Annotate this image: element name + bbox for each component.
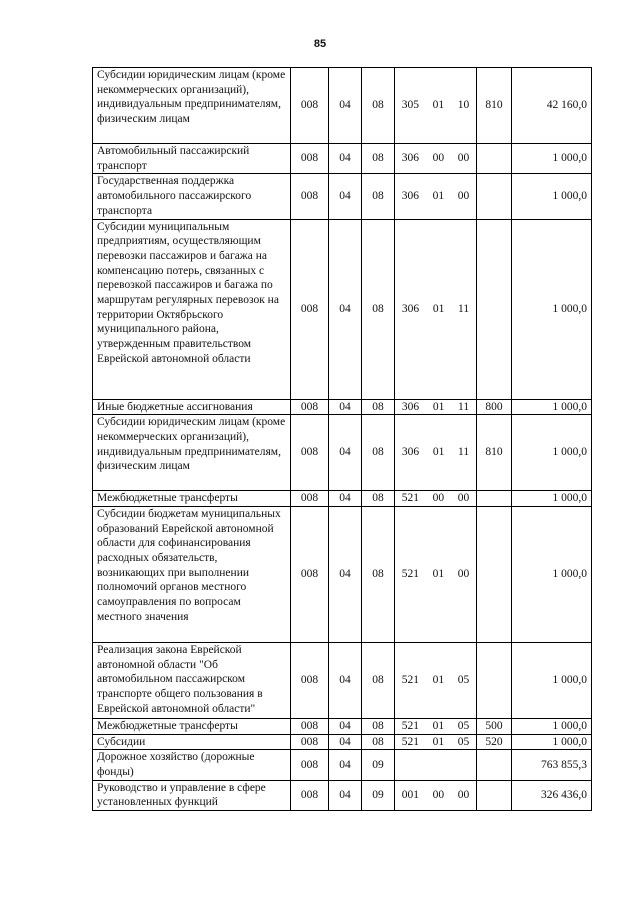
- ministry-code: 008: [291, 219, 329, 399]
- subsection-code: 08: [362, 734, 395, 750]
- subprogram-code: 00: [432, 789, 445, 802]
- target-article-code: [395, 399, 477, 415]
- expense-type-code: 810: [477, 68, 512, 144]
- section-code: 04: [329, 399, 362, 415]
- row-name: Субсидии бюджетам муниципальных образований Еврейской автономной области для софинансирования расходных обязательств, возникающих при выполнении полномочий органов местного самоуправления по вопросам местного значения: [93, 506, 291, 642]
- expense-type-code: [477, 144, 512, 174]
- program-code: 305: [401, 99, 420, 112]
- ministry-code: 008: [291, 399, 329, 415]
- ministry-code: 008: [291, 780, 329, 810]
- amount: 1 000,0: [512, 399, 592, 415]
- amount: 326 436,0: [512, 780, 592, 810]
- program-code: 306: [401, 446, 420, 459]
- expense-type-code: [477, 780, 512, 810]
- program-code: 306: [401, 190, 420, 203]
- target-article-code: [395, 734, 477, 750]
- amount: 1 000,0: [512, 506, 592, 642]
- section-code: 04: [329, 734, 362, 750]
- ministry-code: 008: [291, 642, 329, 718]
- ministry-code: 008: [291, 491, 329, 507]
- target-article-code: [395, 642, 477, 718]
- section-code: 04: [329, 780, 362, 810]
- table-row: [93, 68, 592, 144]
- subprogram-code: 01: [432, 719, 445, 732]
- program-code: 306: [401, 302, 420, 315]
- direction-code: 00: [457, 190, 470, 203]
- row-name: Автомобильный пассажирский транспорт: [93, 144, 291, 174]
- target-article-code: [395, 174, 477, 219]
- subprogram-code: 01: [432, 99, 445, 112]
- subsection-code: 09: [362, 750, 395, 780]
- section-code: 04: [329, 174, 362, 219]
- direction-code: 00: [457, 152, 470, 165]
- subprogram-code: 01: [432, 400, 445, 413]
- subsection-code: 08: [362, 399, 395, 415]
- row-name: Межбюджетные трансферты: [93, 718, 291, 734]
- ministry-code: 008: [291, 718, 329, 734]
- program-code: 521: [401, 674, 420, 687]
- subsection-code: 08: [362, 718, 395, 734]
- row-name: Государственная поддержка автомобильного пассажирского транспорта: [93, 174, 291, 219]
- program-code: 306: [401, 400, 420, 413]
- table-row: [93, 144, 592, 174]
- table-row: [93, 750, 592, 780]
- subprogram-code: 01: [432, 190, 445, 203]
- subsection-code: 09: [362, 780, 395, 810]
- amount: 42 160,0: [512, 68, 592, 144]
- row-name: Субсидии муниципальным предприятиям, осуществляющим перевозки пассажиров и багажа на компенсацию потерь, связанных с перевозкой пассажиров и багажа по маршрутам регулярных перевозок на территории Октябрьского муниципального района, утвержденным правительством Еврейской автономной области: [93, 219, 291, 399]
- subsection-code: 08: [362, 506, 395, 642]
- direction-code: 05: [457, 735, 470, 748]
- amount: 1 000,0: [512, 734, 592, 750]
- row-name: Реализация закона Еврейской автономной области "Об автомобильном пассажирском транспорте общего пользования в Еврейской автономной области": [93, 642, 291, 718]
- section-code: 04: [329, 68, 362, 144]
- row-name: Межбюджетные трансферты: [93, 491, 291, 507]
- row-name: Иные бюджетные ассигнования: [93, 399, 291, 415]
- program-code: 521: [401, 568, 420, 581]
- target-article-code: [395, 780, 477, 810]
- table-row: [93, 506, 592, 642]
- program-code: 521: [401, 735, 420, 748]
- subprogram-code: 01: [432, 568, 445, 581]
- expense-type-code: [477, 750, 512, 780]
- direction-code: 11: [458, 302, 470, 315]
- section-code: 04: [329, 718, 362, 734]
- expense-type-code: [477, 642, 512, 718]
- program-code: 001: [401, 789, 420, 802]
- ministry-code: 008: [291, 734, 329, 750]
- target-article-code: [395, 219, 477, 399]
- table-row: [93, 718, 592, 734]
- expense-type-code: 800: [477, 399, 512, 415]
- amount: 1 000,0: [512, 219, 592, 399]
- amount: 1 000,0: [512, 174, 592, 219]
- section-code: 04: [329, 750, 362, 780]
- ministry-code: 008: [291, 506, 329, 642]
- target-article-code: [395, 750, 477, 780]
- subsection-code: 08: [362, 642, 395, 718]
- subsection-code: 08: [362, 174, 395, 219]
- ministry-code: 008: [291, 415, 329, 491]
- row-name: Руководство и управление в сфере установленных функций: [93, 780, 291, 810]
- expense-type-code: [477, 491, 512, 507]
- amount: 1 000,0: [512, 144, 592, 174]
- target-article-code: [395, 415, 477, 491]
- row-name: Субсидии юридическим лицам (кроме некоммерческих организаций), индивидуальным предпринимателям, физическим лицам: [93, 68, 291, 144]
- section-code: 04: [329, 144, 362, 174]
- ministry-code: 008: [291, 144, 329, 174]
- row-name: Дорожное хозяйство (дорожные фонды): [93, 750, 291, 780]
- section-code: 04: [329, 491, 362, 507]
- amount: 1 000,0: [512, 415, 592, 491]
- row-name: Субсидии юридическим лицам (кроме некоммерческих организаций), индивидуальным предпринимателям, физическим лицам: [93, 415, 291, 491]
- budget-table: [92, 67, 592, 811]
- amount: 1 000,0: [512, 718, 592, 734]
- direction-code: 05: [457, 719, 470, 732]
- expense-type-code: [477, 506, 512, 642]
- direction-code: 05: [457, 674, 470, 687]
- subprogram-code: 01: [432, 735, 445, 748]
- expense-type-code: [477, 174, 512, 219]
- subprogram-code: 00: [432, 152, 445, 165]
- expense-type-code: [477, 219, 512, 399]
- program-code: 306: [401, 152, 420, 165]
- target-article-code: [395, 68, 477, 144]
- section-code: 04: [329, 506, 362, 642]
- direction-code: 11: [458, 446, 470, 459]
- section-code: 04: [329, 415, 362, 491]
- expense-type-code: 520: [477, 734, 512, 750]
- expense-type-code: 500: [477, 718, 512, 734]
- amount: 763 855,3: [512, 750, 592, 780]
- subsection-code: 08: [362, 491, 395, 507]
- table-row: [93, 642, 592, 718]
- subprogram-code: 00: [432, 492, 445, 505]
- subsection-code: 08: [362, 415, 395, 491]
- page-number: 85: [313, 38, 327, 50]
- target-article-code: [395, 144, 477, 174]
- section-code: 04: [329, 219, 362, 399]
- target-article-code: [395, 491, 477, 507]
- ministry-code: 008: [291, 174, 329, 219]
- table-row: [93, 415, 592, 491]
- row-name: Субсидии: [93, 734, 291, 750]
- direction-code: 00: [457, 568, 470, 581]
- direction-code: 00: [457, 789, 470, 802]
- subsection-code: 08: [362, 219, 395, 399]
- amount: 1 000,0: [512, 642, 592, 718]
- subprogram-code: 01: [432, 302, 445, 315]
- subsection-code: 08: [362, 68, 395, 144]
- subprogram-code: 01: [432, 674, 445, 687]
- amount: 1 000,0: [512, 491, 592, 507]
- ministry-code: 008: [291, 68, 329, 144]
- section-code: 04: [329, 642, 362, 718]
- subprogram-code: 01: [432, 446, 445, 459]
- table-row: [93, 491, 592, 507]
- expense-type-code: 810: [477, 415, 512, 491]
- program-code: 521: [401, 492, 420, 505]
- subsection-code: 08: [362, 144, 395, 174]
- table-row: [93, 780, 592, 810]
- program-code: 521: [401, 719, 420, 732]
- table-row: [93, 399, 592, 415]
- table-row: [93, 734, 592, 750]
- target-article-code: [395, 506, 477, 642]
- direction-code: 00: [457, 492, 470, 505]
- direction-code: 11: [458, 400, 470, 413]
- table-row: [93, 219, 592, 399]
- direction-code: 10: [457, 99, 470, 112]
- ministry-code: 008: [291, 750, 329, 780]
- table-row: [93, 174, 592, 219]
- target-article-code: [395, 718, 477, 734]
